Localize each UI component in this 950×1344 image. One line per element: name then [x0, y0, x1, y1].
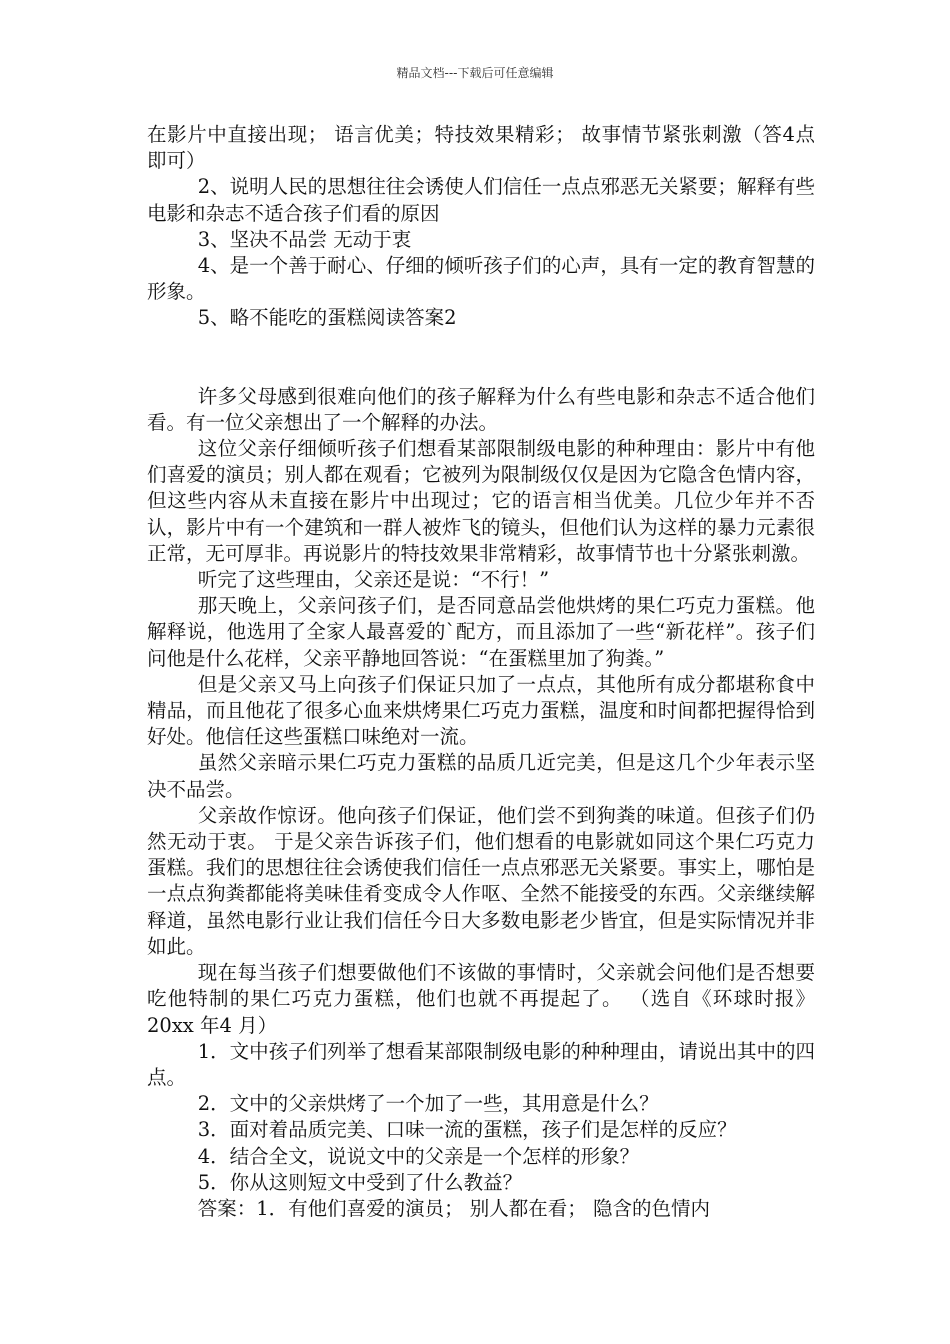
document-body [147, 122, 815, 1222]
question-4: 4．结合全文，说说文中的父亲是一个怎样的形象？ [197, 1144, 640, 1168]
paragraph: 现在每当孩子们想要做他们不该做的事情时，父亲就会问他们是否想要吃他特制的果仁巧克力蛋糕，他们也就不再提起了。 （选自《环球时报》20xx 年4 月） [147, 961, 815, 1037]
paragraph: 许多父母感到很难向他们的孩子解释为什么有些电影和杂志不适合他们看。有一位父亲想出了一个解释的办法。 [147, 384, 815, 434]
paragraph: 那天晚上，父亲问孩子们，是否同意品尝他烘烤的果仁巧克力蛋糕。他解释说，他选用了全家人最喜爱的`配方，而且添加了一些“新花样”。孩子们问他是什么花样，父亲平静地回答说：“在蛋糕里加了狗粪。” [147, 594, 815, 670]
question-3: 3．面对着品质完美、口味一流的蛋糕，孩子们是怎样的反应？ [197, 1118, 737, 1142]
paragraph: 但是父亲又马上向孩子们保证只加了一点点，其他所有成分都堪称食中精品，而且他花了很多心血来烘烤果仁巧克力蛋糕，温度和时间都把握得恰到好处。他信任这些蛋糕口味绝对一流。 [147, 672, 815, 749]
paragraph: 听完了这些理由，父亲还是说：“不行！” [197, 568, 550, 592]
paragraph: 这位父亲仔细倾听孩子们想看某部限制级电影的种种理由：影片中有他们喜爱的演员；别人都在观看；它被列为限制级仅仅是因为它隐含色情内容，但这些内容从未直接在影片中出现过；它的语言相当优美。几位少年并不否认，影片中有一个建筑和一群人被炸飞的镜头，但他们认为这样的暴力元素很正常，无可厚非。再说影片的特技效果非常精彩，故事情节也十分紧张刺激。 [147, 437, 815, 565]
paragraph: 父亲故作惊讶。他向孩子们保证，他们尝不到狗粪的味道。但孩子们仍然无动于衷。 于是父亲告诉孩子们，他们想看的电影就如同这个果仁巧克力蛋糕。我们的思想往往会诱使我们信任一点点邪恶无关紧要。事实上，哪怕是一点点狗粪都能将美味佳肴变成令人作呕、全然不能接受的东西。父亲继续解释道，虽然电影行业让我们信任今日大多数电影老少皆宜，但是实际情况并非如此。 [147, 803, 815, 958]
spacer [147, 332, 815, 384]
answer-2: 2、说明人民的思想往往会诱使人们信任一点点邪恶无关紧要；解释有些电影和杂志不适合孩子们看的原因 [147, 175, 815, 225]
page-header: 精品文档---下载后可任意编辑 [396, 66, 554, 80]
answer-4: 4、是一个善于耐心、仔细的倾听孩子们的心声，具有一定的教育智慧的形象。 [147, 254, 815, 304]
section-title: 5、略不能吃的蛋糕阅读答案2 [197, 306, 457, 330]
question-5: 5．你从这则短文中受到了什么教益？ [197, 1170, 523, 1194]
question-2: 2．文中的父亲烘烤了一个加了一些，其用意是什么？ [197, 1092, 659, 1116]
paragraph: 在影片中直接出现； 语言优美；特技效果精彩； 故事情节紧张刺激（答4点即可） [147, 123, 815, 173]
paragraph: 虽然父亲暗示果仁巧克力蛋糕的品质几近完美，但是这几个少年表示坚决不品尝。 [147, 751, 815, 801]
answer-line: 答案：1．有他们喜爱的演员； 别人都在看； 隐含的色情内 [197, 1196, 710, 1220]
answer-3: 3、坚决不品尝 无动于衷 [197, 227, 412, 251]
question-1: 1．文中孩子们列举了想看某部限制级电影的种种理由，请说出其中的四点。 [147, 1039, 815, 1089]
